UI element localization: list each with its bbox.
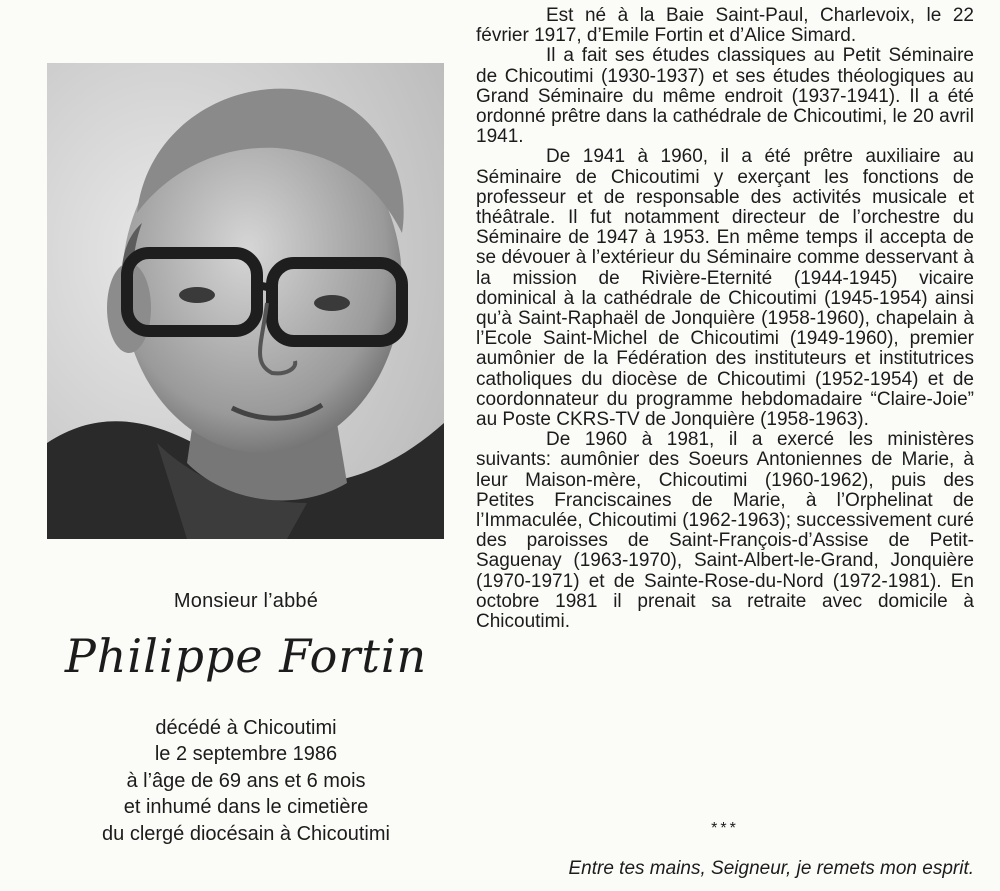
biography-text (476, 6, 974, 632)
portrait-photo (47, 63, 444, 539)
caption-line: à l’âge de 69 ans et 6 mois (126, 769, 366, 792)
honorific-title: Monsieur l’abbé (173, 590, 319, 612)
caption-block (0, 588, 492, 847)
section-separator: *** (711, 820, 739, 837)
caption-line: et inhumé dans le cimetière (123, 796, 369, 818)
bio-paragraph: Il a fait ses études classiques au Petit Séminaire de Chicoutimi (1930-1937) et ses études théologiques au Grand Séminaire du même endroit (1937-1941). Il a été ordonné prêtre dans la cathédrale de Chicoutimi, le 20 avril 1941. (476, 45, 974, 148)
caption-line: du clergé diocésain à Chicoutimi (102, 822, 390, 845)
caption-line: décédé à Chicoutimi (155, 716, 337, 739)
bio-paragraph: De 1941 à 1960, il a été prêtre auxiliaire au Séminaire de Chicoutimi y exerçant les fonctions de professeur et de responsable des activités musicale et théâtrale. Il fut notamment directeur de l’orchestre du Séminaire de 1947 à 1953. En même temps il accepta de se dévouer à l’extérieur du Séminaire comme desservant à la mission de Rivière-Eternité (1944-1945) vicaire dominical à la cathédrale de Chicoutimi (1945-1954) ainsi qu’à Saint-Raphaël de Jonquière (1958-1960), chapelain à l’Ecole Saint-Michel de Chicoutimi (1949-1960), premier aumônier de la Fédération des instituteurs et institutrices catholiques du diocèse de Chicoutimi (1952-1954) et de coordonnateur du programme hebdomadaire “Claire-Joie” au Poste CKRS-TV de Jonquière (1958-1963). (476, 146, 974, 431)
bio-paragraph: Est né à la Baie Saint-Paul, Charlevoix, le 22 février 1917, d’Emile Fortin et d’Alice Simard. (476, 5, 974, 47)
closing-prayer: Entre tes mains, Seigneur, je remets mon esprit. (568, 858, 974, 879)
caption-line: le 2 septembre 1986 (154, 743, 338, 765)
portrait-illustration (47, 63, 444, 539)
bio-paragraph: De 1960 à 1981, il a exercé les ministères suivants: aumônier des Soeurs Antoniennes de Marie, à leur Maison-mère, Chicoutimi (1960-1962), puis des Petites Franciscaines de Marie, à l’Orphelinat de l’Immaculée, Chicoutimi (1962-1963); successivement curé des paroisses de Saint-François-d’Assise de Petit-Saguenay (1963-1970), Saint-Albert-le-Grand, Jonquière (1970-1971) et de Sainte-Rose-du-Nord (1972-1981). En octobre 1981 il prenait sa retraite avec domicile à Chicoutimi. (476, 429, 974, 633)
signature-name: Philippe Fortin (64, 628, 428, 683)
